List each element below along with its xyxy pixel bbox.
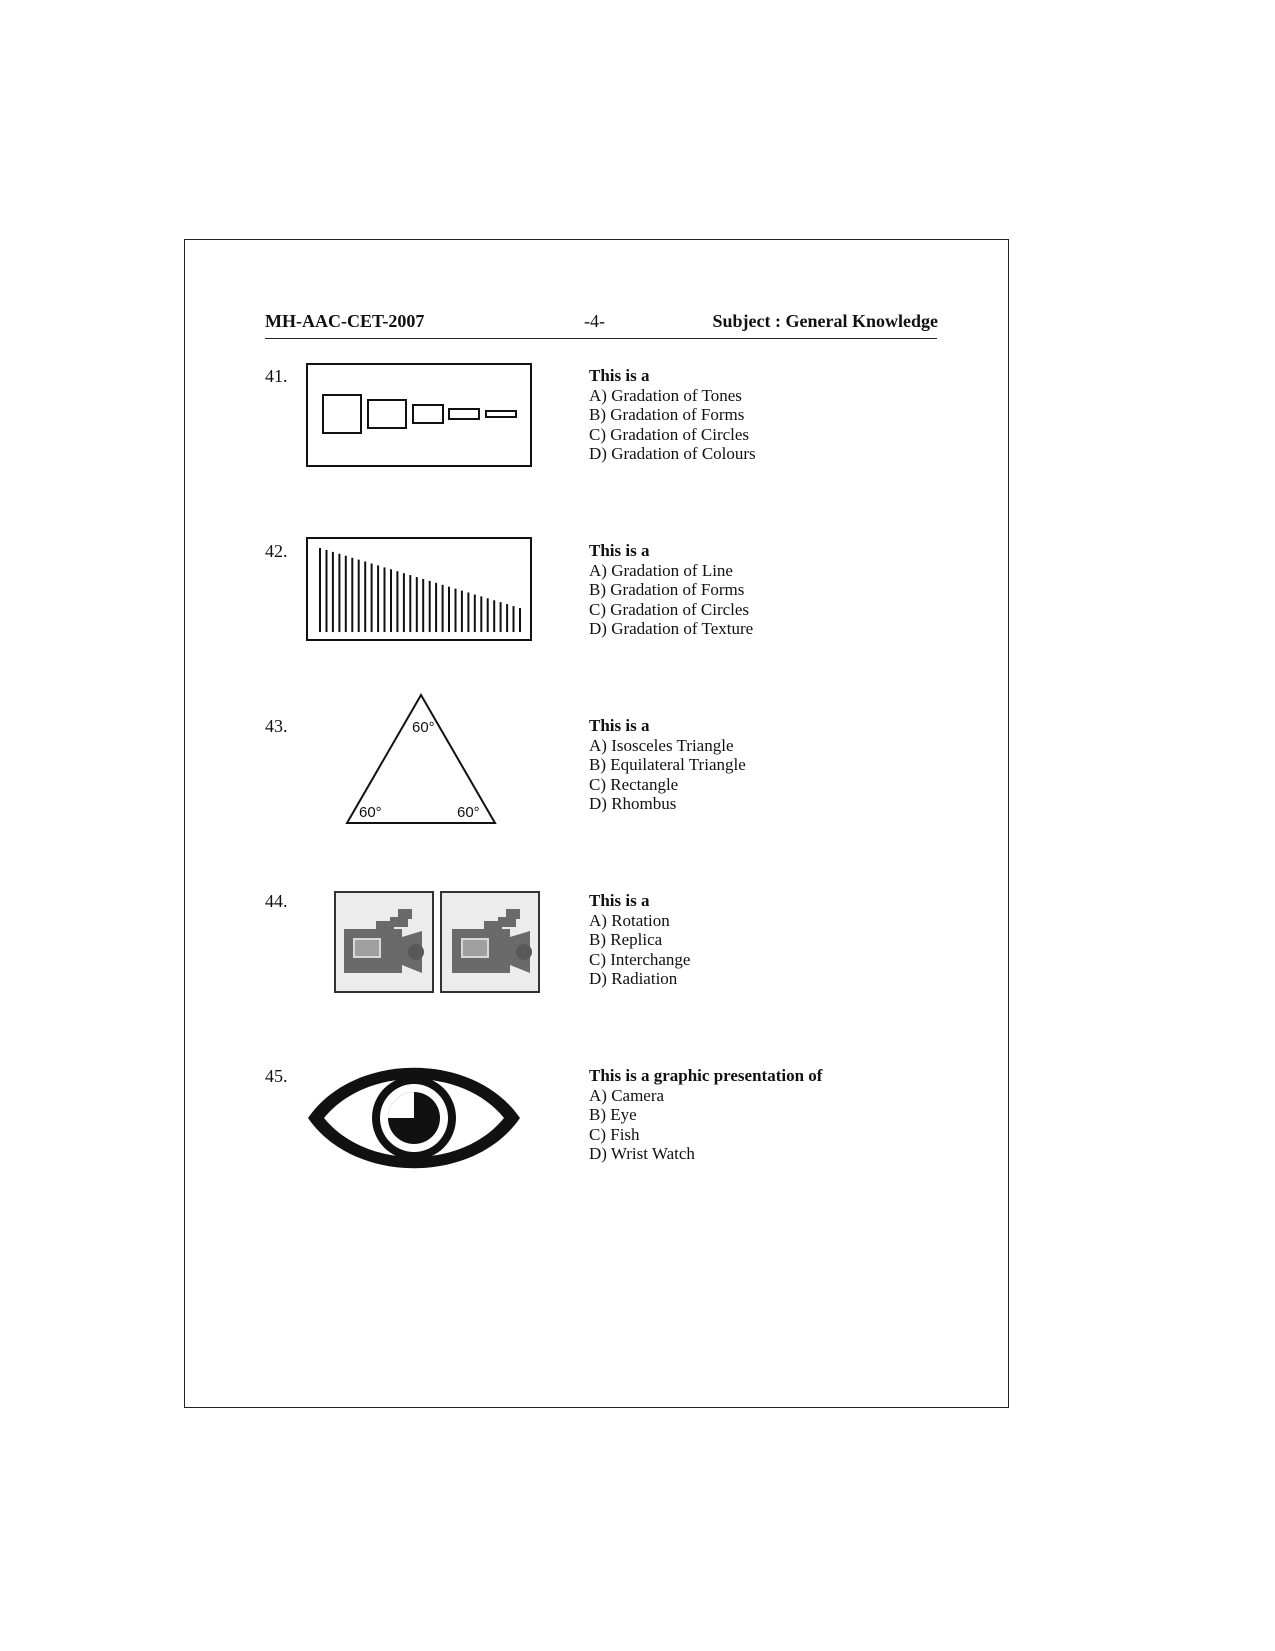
eye-symbol-figure [304,1057,524,1179]
question-45-number: 45. [265,1066,288,1086]
video-camera-pair-figure [334,891,544,993]
question-42-option-a: A) Gradation of Line [589,560,733,580]
question-42-option-b: B) Gradation of Forms [589,580,745,600]
question-41-stem: This is a [589,366,650,385]
exam-code: MH-AAC-CET-2007 [265,311,425,331]
left-angle-label: 60° [359,804,382,821]
rectangles-gradation-figure [306,363,532,467]
question-43-option-d: D) Rhombus [589,794,677,814]
question-44-number: 44. [265,891,288,911]
question-41-option-b: B) Gradation of Forms [589,405,745,425]
question-45-option-d: D) Wrist Watch [589,1144,695,1164]
question-42-number: 42. [265,541,288,561]
question-44-stem: This is a [589,891,650,910]
question-43-text [589,716,746,814]
question-44-text [589,891,690,989]
question-42-stem: This is a [589,541,650,560]
question-41-option-a: A) Gradation of Tones [589,385,742,405]
top-angle-label: 60° [412,719,435,736]
question-42-option-c: C) Gradation of Circles [589,599,750,619]
question-43-stem: This is a [589,716,650,735]
lines-gradation-figure [306,537,532,641]
question-45-text [589,1066,822,1164]
question-41-number: 41. [265,366,288,386]
question-43-option-a: A) Isosceles Triangle [589,735,734,755]
question-43-number: 43. [265,716,288,736]
question-42-option-d: D) Gradation of Texture [589,619,754,639]
page-number: -4- [584,311,605,331]
question-44-option-a: A) Rotation [589,910,670,930]
question-43-option-c: C) Rectangle [589,774,679,794]
camera-left [335,892,433,992]
question-44-option-c: C) Interchange [589,949,691,969]
question-43-option-b: B) Equilateral Triangle [589,755,746,775]
triangle-figure [344,692,498,826]
question-45-option-a: A) Camera [589,1085,665,1105]
question-41-option-d: D) Gradation of Colours [589,444,756,464]
question-42-text [589,541,753,639]
question-45-option-b: B) Eye [589,1105,637,1125]
question-41-text [589,366,756,464]
right-angle-label: 60° [457,804,480,821]
question-45-option-c: C) Fish [589,1124,640,1144]
question-44-option-b: B) Replica [589,930,663,950]
header-rule [265,338,937,339]
question-41-option-c: C) Gradation of Circles [589,424,750,444]
subject-title: Subject : General Knowledge [712,311,938,331]
camera-right [441,892,539,992]
question-45-stem: This is a graphic presentation of [589,1066,823,1085]
question-44-option-d: D) Radiation [589,969,678,989]
